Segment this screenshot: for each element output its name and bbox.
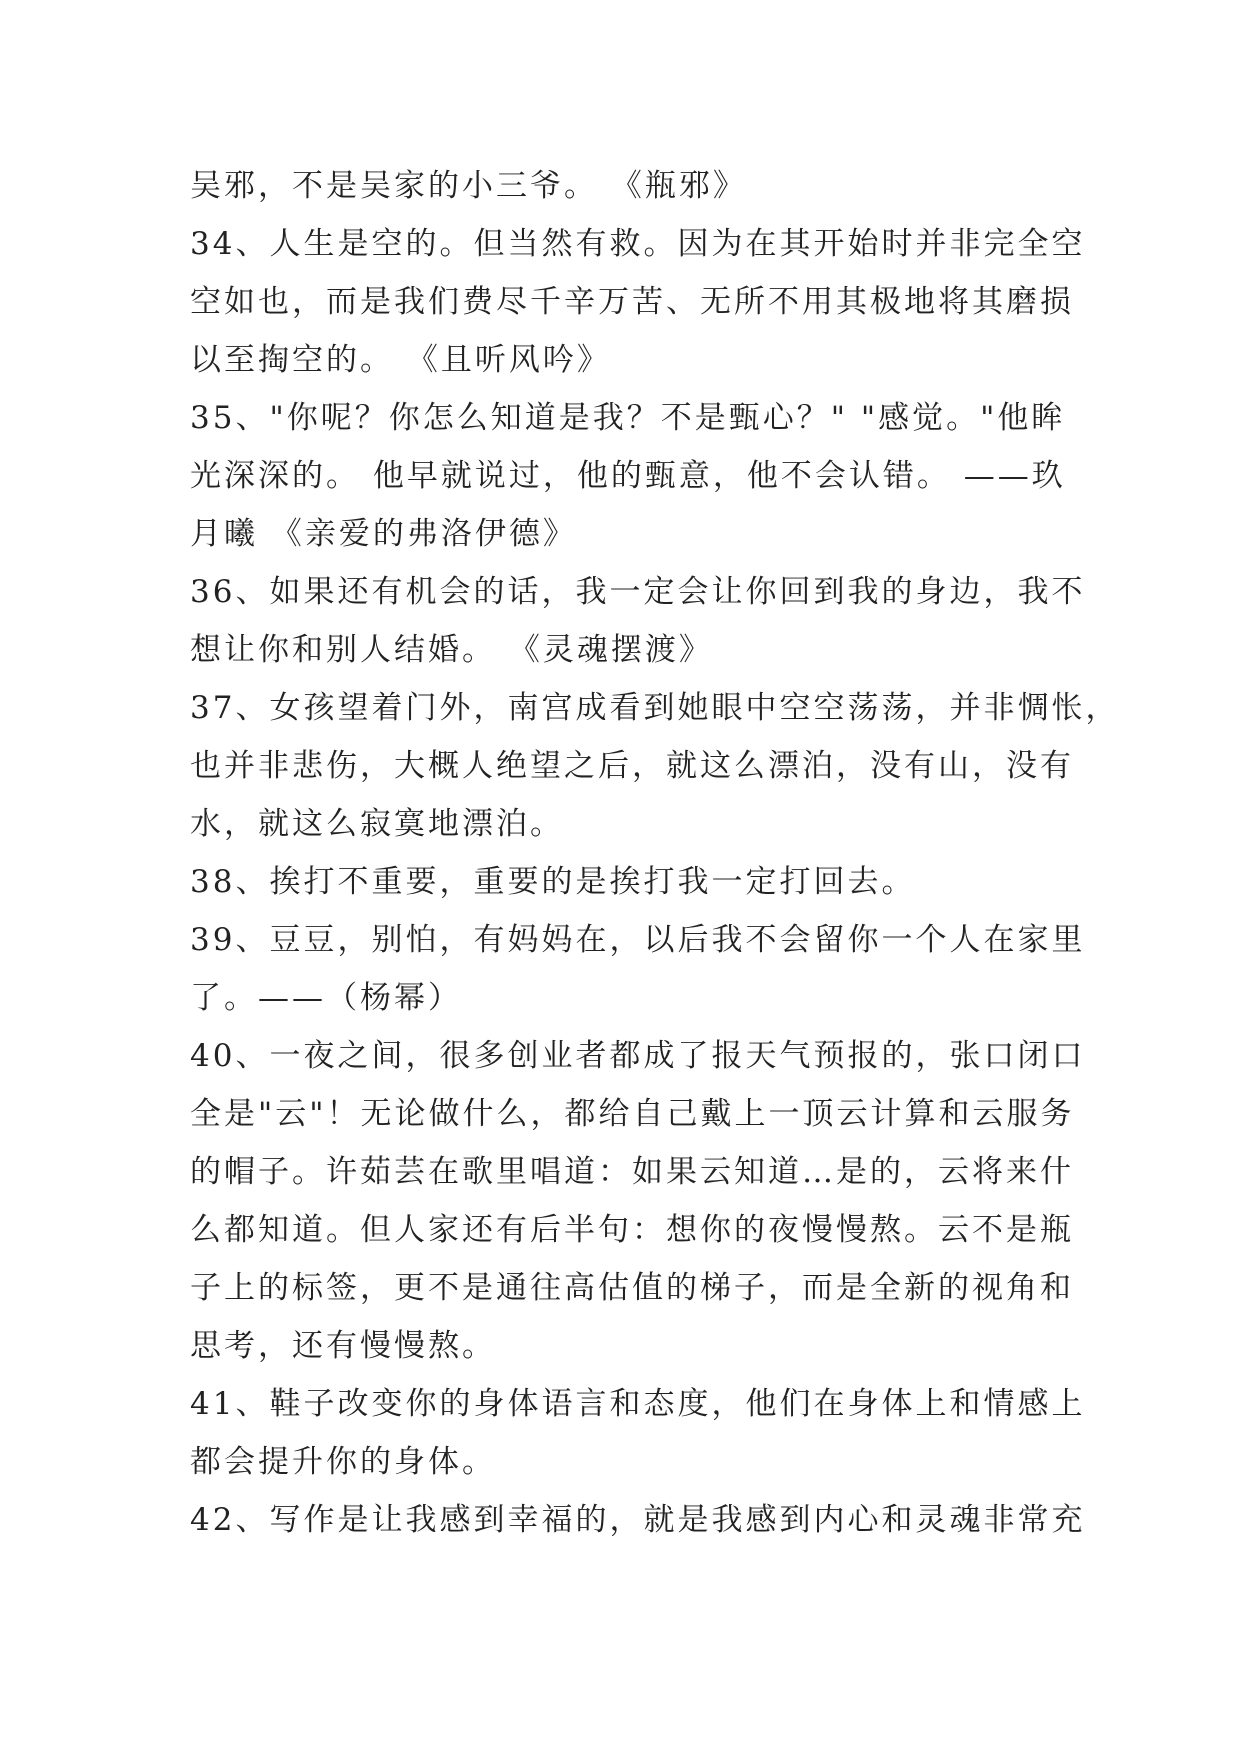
text-line: 37、女孩望着门外，南宫成看到她眼中空空荡荡，并非惆怅， (190, 690, 1120, 726)
text-line: 光深深的。 他早就说过，他的甄意，他不会认错。 ——玖 (190, 458, 1066, 494)
text-line: 42、写作是让我感到幸福的，就是我感到内心和灵魂非常充 (190, 1502, 1086, 1538)
document-body (190, 157, 1120, 1549)
text-line: 39、豆豆，别怕，有妈妈在，以后我不会留你一个人在家里 (190, 922, 1086, 958)
text-line: 么都知道。但人家还有后半句：想你的夜慢慢熬。云不是瓶 (190, 1212, 1074, 1248)
text-line: 水，就这么寂寞地漂泊。 (190, 806, 564, 842)
text-line: 36、如果还有机会的话，我一定会让你回到我的身边，我不 (190, 574, 1086, 610)
text-line: 35、"你呢？你怎么知道是我？不是甄心？" "感觉。"他眸 (190, 400, 1066, 436)
text-line: 34、人生是空的。但当然有救。因为在其开始时并非完全空 (190, 226, 1086, 262)
text-line: 全是"云"！无论做什么，都给自己戴上一顶云计算和云服务 (190, 1096, 1075, 1132)
text-line: 空如也，而是我们费尽千辛万苦、无所不用其极地将其磨损 (190, 284, 1074, 320)
text-line: 也并非悲伤，大概人绝望之后，就这么漂泊，没有山，没有 (190, 748, 1074, 784)
text-line: 了。——（杨幂） (190, 980, 462, 1016)
text-line: 月曦 《亲爱的弗洛伊德》 (190, 516, 577, 552)
text-line: 40、一夜之间，很多创业者都成了报天气预报的，张口闭口 (190, 1038, 1086, 1074)
text-line: 的帽子。许茹芸在歌里唱道：如果云知道…是的，云将来什 (190, 1154, 1074, 1190)
text-line: 子上的标签，更不是通往高估值的梯子，而是全新的视角和 (190, 1270, 1074, 1306)
text-line: 41、鞋子改变你的身体语言和态度，他们在身体上和情感上 (190, 1386, 1086, 1422)
text-line: 思考，还有慢慢熬。 (190, 1328, 496, 1364)
text-line: 38、挨打不重要，重要的是挨打我一定打回去。 (190, 864, 916, 900)
text-line: 想让你和别人结婚。 《灵魂摆渡》 (190, 632, 713, 668)
text-line: 都会提升你的身体。 (190, 1444, 496, 1480)
text-line: 吴邪，不是吴家的小三爷。 《瓶邪》 (190, 168, 747, 204)
text-line: 以至掏空的。 《且听风吟》 (190, 342, 611, 378)
